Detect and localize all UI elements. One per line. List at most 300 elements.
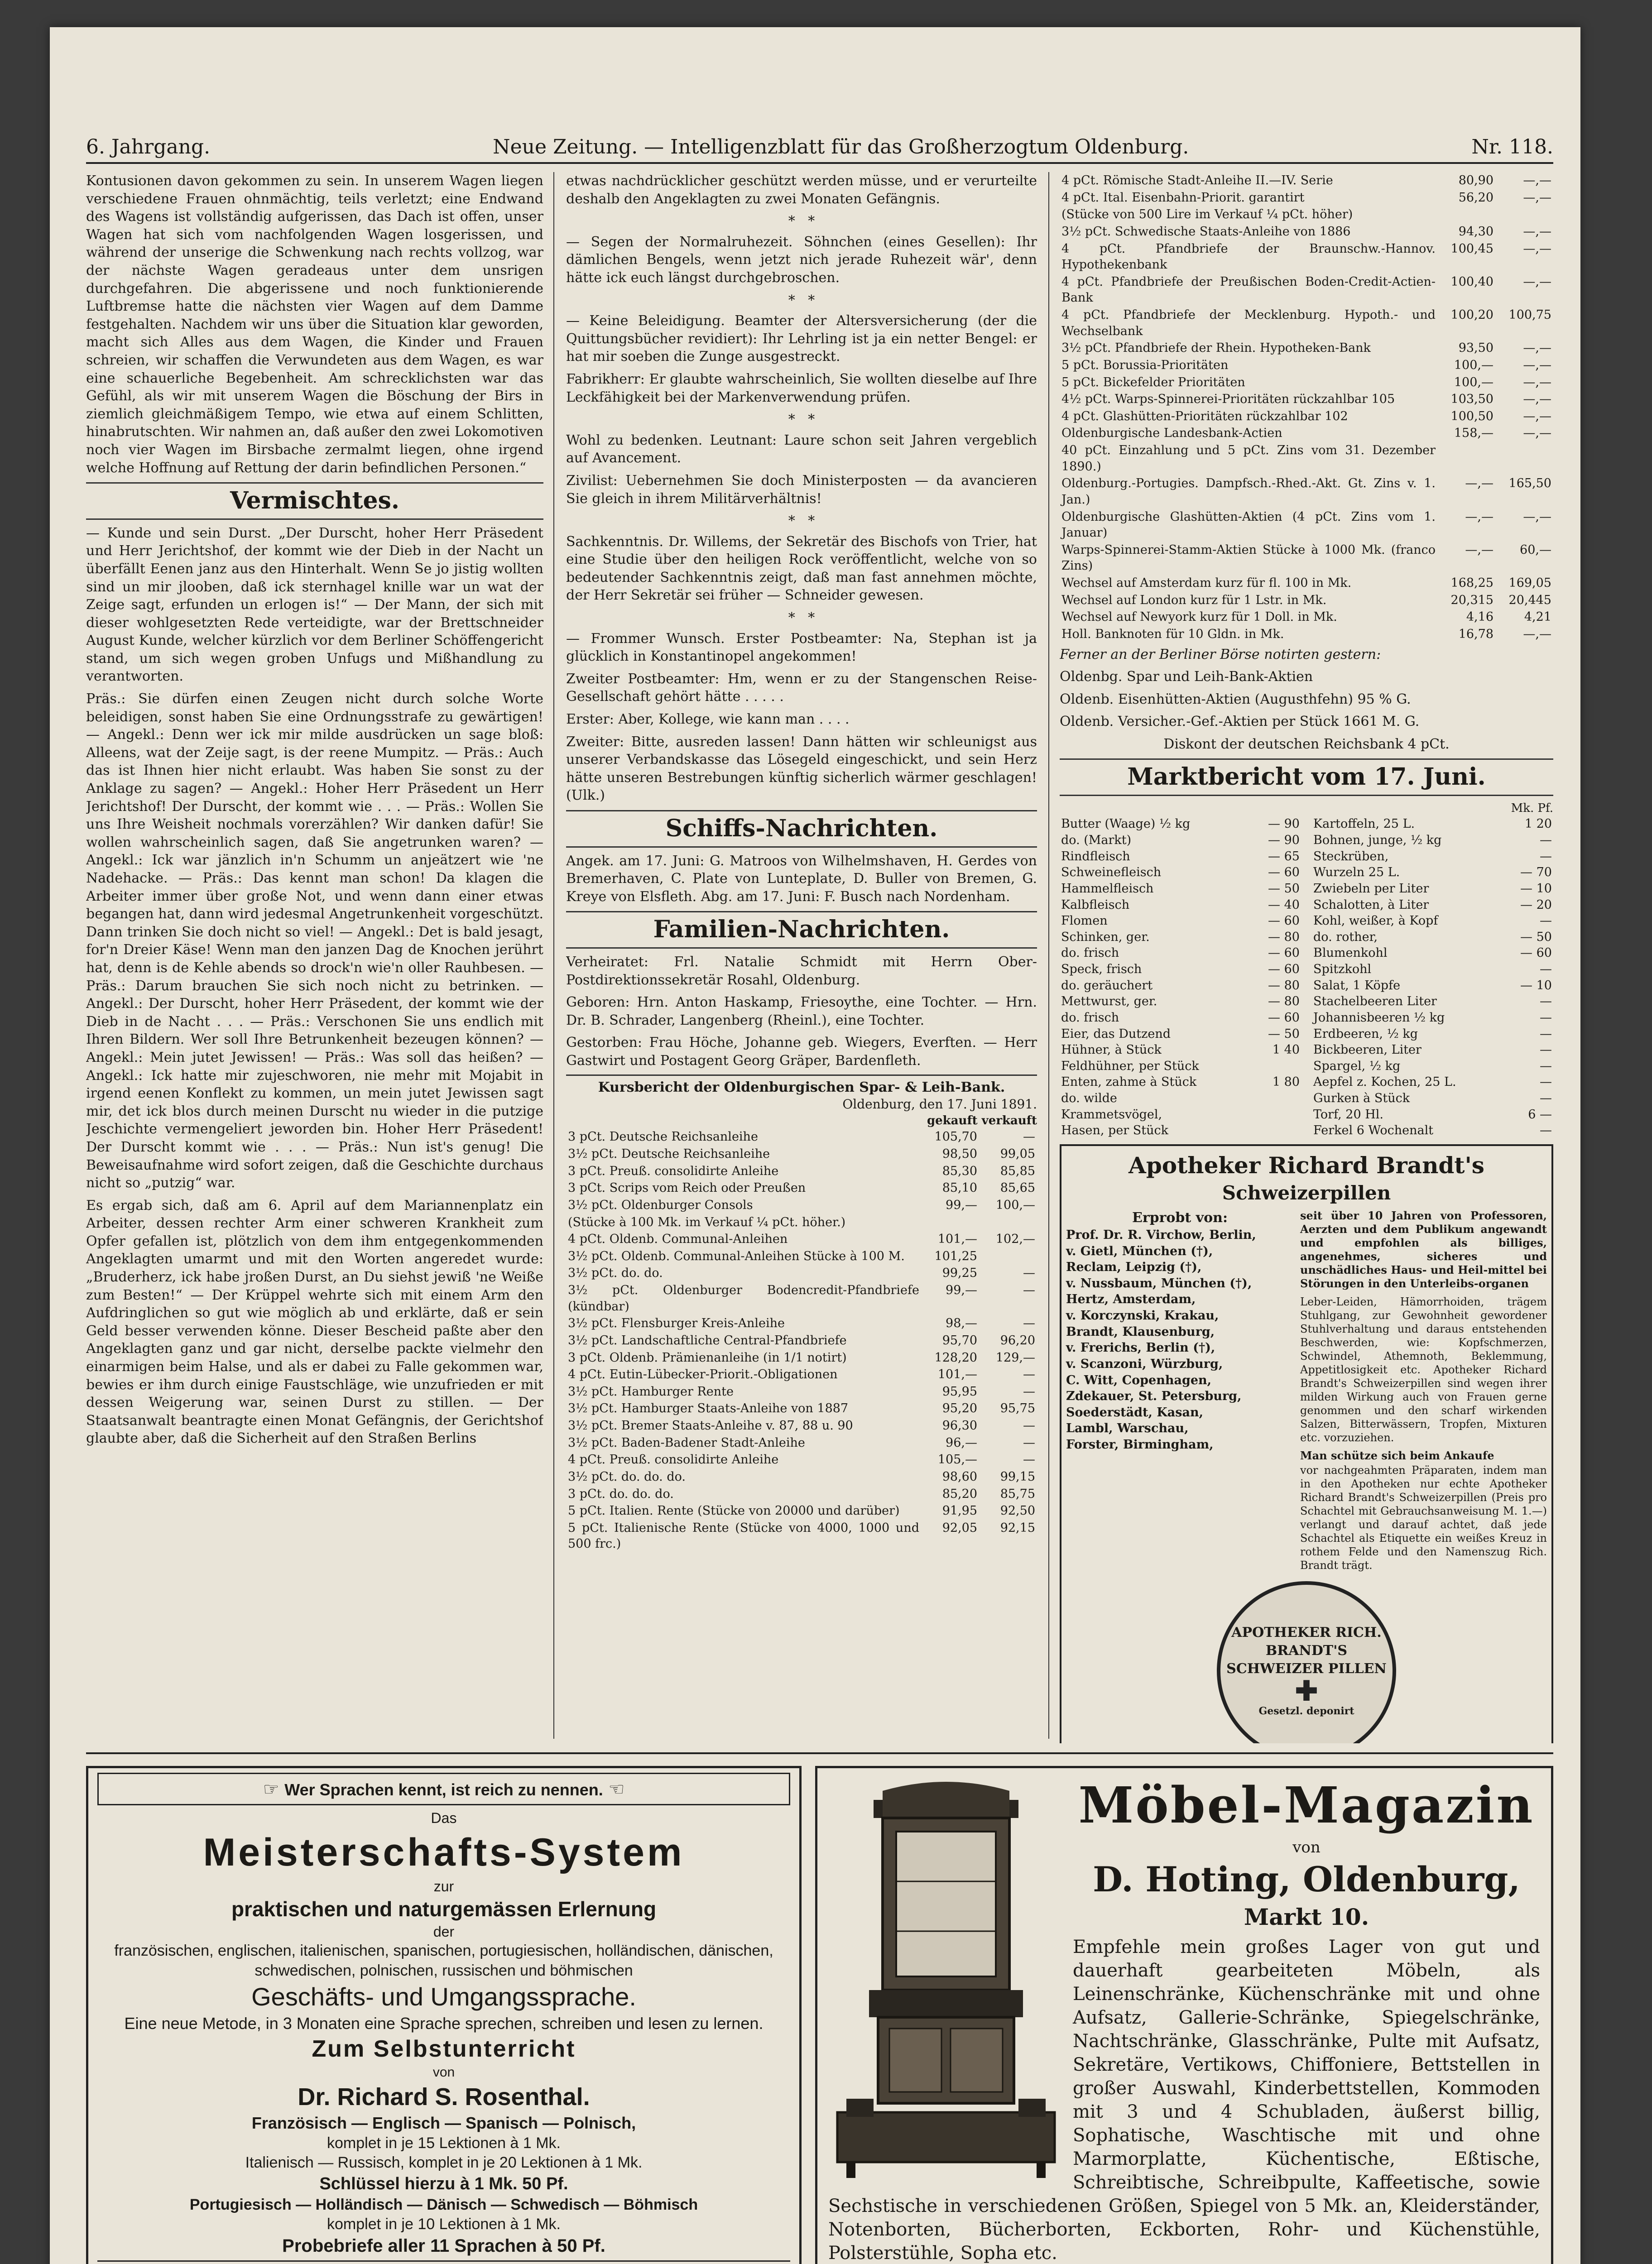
pill-ad-claim: seit über 10 Jahren von Professoren, Aerzten und dem Publikum angewandt und empfohlen als billiges, angenehmes, sicheres und unschädliches Haus- und Heil-mittel bei Störungen in den Unterleibs-organen xyxy=(1300,1209,1547,1290)
market-price: — 80 xyxy=(1268,994,1300,1009)
security-name: 5 pCt. Italien. Rente (Stücke von 20000 und darüber) xyxy=(568,1504,900,1518)
table-row xyxy=(1060,172,1553,189)
table-row xyxy=(566,1214,1037,1231)
security-name: 3½ pCt. Oldenb. Communal-Anleihen Stücke à 100 M. xyxy=(568,1249,905,1263)
market-price: — xyxy=(1540,1091,1552,1106)
sell-price: 169,05 xyxy=(1508,576,1551,590)
table-row xyxy=(1312,864,1553,881)
market-item: do. frisch xyxy=(1061,946,1119,960)
buy-price: 103,50 xyxy=(1450,392,1494,407)
sell-price: —,— xyxy=(1523,627,1551,641)
column-1 xyxy=(86,172,543,1743)
article-text: — Segen der Normalruhezeit. Söhnchen (eines Gesellen): Ihr dämlichen Bengels, wenn jetzt nich jerade Ruhezeit wär', denn hätte ick euch längst durchgebroschen. xyxy=(566,234,1037,286)
market-item: Salat, 1 Köpfe xyxy=(1313,978,1401,993)
market-price: — xyxy=(1540,994,1552,1009)
security-name: 5 pCt. Bickefelder Prioritäten xyxy=(1061,375,1245,389)
market-item: Spitzkohl xyxy=(1313,962,1372,977)
table-row xyxy=(1060,508,1553,542)
table-row xyxy=(1060,1058,1301,1074)
market-price: — 70 xyxy=(1520,865,1552,880)
buy-price: 98,— xyxy=(946,1316,977,1331)
table-row xyxy=(1060,374,1553,391)
buy-price: 100,40 xyxy=(1450,274,1494,289)
separator-icon: * * xyxy=(788,513,815,529)
security-name: 4 pCt. Pfandbriefe der Preußischen Boden-Credit-Actien-Bank xyxy=(1061,274,1436,305)
table-row xyxy=(1312,816,1553,832)
market-price: — 80 xyxy=(1268,978,1300,993)
list-item: v. Nussbaum, München (†), xyxy=(1066,1276,1252,1290)
sell-price: — xyxy=(1023,1367,1035,1382)
table-row xyxy=(1060,993,1301,1010)
table-row xyxy=(1060,223,1553,240)
market-item: Hammelfleisch xyxy=(1061,881,1154,896)
table-row xyxy=(1060,575,1553,592)
security-name: Oldenburg.-Portugies. Dampfsch.-Rhed.-Akt. Gt. Zins v. 1. Jan.) xyxy=(1061,476,1436,507)
market-price: — xyxy=(1540,1075,1552,1089)
seal-registration: Gesetzl. deponirt xyxy=(1258,1705,1354,1717)
table-row xyxy=(1060,1042,1301,1058)
pill-seal-logo xyxy=(1217,1581,1396,1743)
furniture-illustration xyxy=(828,1777,1064,2185)
security-name: 3 pCt. Preuß. consolidirte Anleihe xyxy=(568,1164,779,1178)
column-3 xyxy=(1060,172,1553,1743)
market-item: Torf, 20 Hl. xyxy=(1313,1107,1383,1122)
list-item: Brandt, Klausenburg, xyxy=(1066,1324,1215,1339)
pill-ad-warning-title: Man schütze sich beim Ankaufe xyxy=(1300,1449,1494,1463)
market-price: — 60 xyxy=(1268,946,1300,960)
article-text: Es ergab sich, daß am 6. April auf dem Mariannenplatz ein Arbeiter, dessen rechter Arm einer schweren Krankheit zum Opfer gefallen ist, plötzlich von dem ihm entgegenkommenden Angeklagten umarmt und mit den Worten angeredet wurde: „Bruderherz, ick habe jroßen Durst, an Du siehst jewiß 'ne Weiße zum Besten!“ — Der Krüppel wehrte sich mit einem Arm den Aufdringlichen so gut wie möglich ab und erklärte, daß er sein Geld besser verwenden könne. Dieser Bescheid paßte aber den Angeklagten ganz und gar nicht, derselbe packte vielmehr den einarmigen beim Halse, und als er dabei zu Falle gekommen war, bewies er ihm durch einige Faustschläge, wie unzufrieden er mit dessen Weigerung war, seinen Durst zu stillen. — Der Staatsanwalt beantragte einen Monat Gefängnis, der Gerichtshof glaubte aber, daß die Sicherheit auf den Straßen Berlins xyxy=(86,1197,543,1447)
sell-price: —,— xyxy=(1523,224,1551,239)
market-price xyxy=(1253,1058,1301,1074)
buy-price: 56,20 xyxy=(1458,190,1494,205)
security-name: (Stücke von 500 Lire im Verkauf ¼ pCt. höher) xyxy=(1061,207,1353,222)
sell-price: 99,15 xyxy=(1000,1469,1035,1484)
sell-price: — xyxy=(1023,1283,1035,1298)
security-name: 3½ pCt. Bremer Staats-Anleihe v. 87, 88 u. 90 xyxy=(568,1419,853,1433)
article-text: — Keine Beleidigung. Beamter der Altersversicherung (der die Quittungsbücher revidiert): Ihr Lehrling ist ja ein netter Bengel: er hat mir soeben die Zunge ausgestreckt. xyxy=(566,313,1037,365)
market-item: Hasen, per Stück xyxy=(1061,1123,1169,1138)
market-item: Flomen xyxy=(1061,914,1108,928)
table-row xyxy=(1060,1122,1301,1139)
ad-text: von xyxy=(1292,1838,1321,1856)
buy-price: 101,— xyxy=(937,1232,977,1247)
ad-price-line: komplet in je 10 Lektionen à 1 Mk. xyxy=(327,2216,561,2233)
market-item: Stachelbeeren Liter xyxy=(1313,994,1437,1009)
security-name: 4 pCt. Pfandbriefe der Mecklenburg. Hypoth.- und Wechselbank xyxy=(1061,308,1436,338)
list-item: v. Frerichs, Berlin (†), xyxy=(1066,1341,1215,1355)
table-row xyxy=(1060,1107,1301,1123)
sell-price xyxy=(1495,442,1553,475)
sell-price: 85,75 xyxy=(1000,1487,1035,1501)
buy-price: 99,— xyxy=(946,1283,977,1298)
ad-author: Dr. Richard S. Rosenthal. xyxy=(298,2083,590,2111)
pill-ad-title: Apotheker Richard Brandt's xyxy=(1129,1151,1484,1179)
market-item: Blumenkohl xyxy=(1313,946,1388,960)
list-item: v. Korczynski, Krakau, xyxy=(1066,1309,1219,1323)
security-name: 3½ pCt. Hamburger Rente xyxy=(568,1384,734,1399)
market-item: do. wilde xyxy=(1061,1091,1117,1106)
market-price xyxy=(1253,1122,1301,1139)
article-text: Zweiter: Bitte, ausreden lassen! Dann hätten wir schleunigst aus unserer Verbandskasse das Lösegeld eingeschickt, und sein Herz hätte unseren Bestrebungen künftig sicherlich wärmer geschlagen! (Ulk.) xyxy=(566,734,1037,804)
market-item: Kalbfleisch xyxy=(1061,897,1130,912)
table-row xyxy=(566,1163,1037,1180)
buy-price: 85,20 xyxy=(942,1487,977,1501)
stock-table xyxy=(566,1128,1037,1553)
sell-price: 99,05 xyxy=(1000,1147,1035,1161)
market-item: Erdbeeren, ½ kg xyxy=(1313,1026,1418,1041)
market-item: Aepfel z. Kochen, 25 L. xyxy=(1313,1075,1456,1089)
market-price: 1 40 xyxy=(1272,1043,1300,1057)
market-price: — 50 xyxy=(1520,930,1552,944)
market-item: Kartoffeln, 25 L. xyxy=(1313,817,1415,831)
issue-number: Nr. 118. xyxy=(1471,135,1553,158)
cross-icon: ✚ xyxy=(1295,1675,1318,1708)
newspaper-page xyxy=(50,27,1580,2264)
table-row xyxy=(1312,1042,1553,1058)
table-row xyxy=(1060,945,1301,961)
seal-text: APOTHEKER RICH. BRANDT'S SCHWEIZER PILLEN xyxy=(1226,1625,1387,1677)
sell-price: 165,50 xyxy=(1508,476,1551,491)
sell-price: 102,— xyxy=(995,1232,1035,1247)
sell-price: —,— xyxy=(1523,241,1551,256)
market-item: Eier, das Dutzend xyxy=(1061,1026,1171,1041)
table-row xyxy=(566,1180,1037,1197)
market-item: Bohnen, junge, ½ kg xyxy=(1313,833,1442,848)
security-name: 3½ pCt. Pfandbriefe der Rhein. Hypotheken-Bank xyxy=(1061,341,1371,355)
sell-price: 129,— xyxy=(995,1350,1035,1365)
market-price: — xyxy=(1540,1059,1552,1073)
market-price: 1 80 xyxy=(1272,1075,1300,1089)
table-row xyxy=(566,1417,1037,1434)
security-name: 3½ pCt. Hamburger Staats-Anleihe von 1887 xyxy=(568,1401,849,1416)
separator-icon: * * xyxy=(788,610,815,626)
market-price: — xyxy=(1540,1026,1552,1041)
article-text: Fabrikherr: Er glaubte wahrscheinlich, Sie wollten dieselbe auf Ihre Leckfähigkeit bei der Markenverwendung prüfen. xyxy=(566,371,1037,405)
stock-table-continued xyxy=(1060,172,1553,643)
table-row xyxy=(1312,881,1553,897)
table-row xyxy=(1312,1090,1553,1107)
security-name: 3½ pCt. Flensburger Kreis-Anleihe xyxy=(568,1316,785,1331)
sell-price: 4,21 xyxy=(1524,610,1551,624)
list-item: Forster, Birmingham, xyxy=(1066,1438,1214,1452)
security-name: 4 pCt. Eutin-Lübecker-Priorit.-Obligationen xyxy=(568,1367,838,1382)
ad-price-line: komplet in je 15 Lektionen à 1 Mk. xyxy=(327,2134,561,2152)
table-row xyxy=(566,1520,1037,1553)
table-row xyxy=(1060,816,1301,832)
market-price: — 20 xyxy=(1520,897,1552,912)
sell-price: — xyxy=(1023,1384,1035,1399)
stock-report xyxy=(566,1074,1037,1553)
market-item: Kohl, weißer, à Kopf xyxy=(1313,914,1438,928)
article-text: etwas nachdrücklicher geschützt werden müsse, und er verurteilte deshalb den Angeklagten zu zwei Monaten Gefängnis. xyxy=(566,173,1037,207)
sell-price: — xyxy=(1023,1453,1035,1467)
market-price: — xyxy=(1540,1043,1552,1057)
ad-text: von xyxy=(432,2065,455,2080)
table-row xyxy=(566,1231,1037,1248)
table-row xyxy=(1312,1122,1553,1139)
market-item: Ferkel 6 Wochenalt xyxy=(1313,1123,1434,1138)
market-item: Butter (Waage) ½ kg xyxy=(1061,817,1191,831)
table-row xyxy=(1060,609,1553,626)
table-row xyxy=(1312,832,1553,849)
security-name: 3½ pCt. do. do. do. xyxy=(568,1469,686,1484)
buy-price: 105,— xyxy=(937,1453,977,1467)
ad-text: Zum Selbstunterricht xyxy=(312,2035,576,2062)
buy-price: 100,45 xyxy=(1450,241,1494,256)
buy-price: 105,70 xyxy=(934,1130,977,1144)
berlin-exchange-line: Oldenb. Versicher.-Gef.-Aktien per Stück 1661 M. G. xyxy=(1060,714,1420,730)
market-price: — 10 xyxy=(1520,881,1552,896)
market-item: Wurzeln 25 L. xyxy=(1313,865,1400,880)
ad-text: der xyxy=(433,1923,455,1940)
article-text: Präs.: Sie dürfen einen Zeugen nicht durch solche Worte beleidigen, sonst haben Sie eine Ordnungsstrafe zu gewärtigen! — Angekl.: Denn wer ick mir milde ausdrücken un sage bloß: Alleens, wat der Zeije sagt, is der reene Mumpitz. — Präs.: Auch das ist Ihnen hier nicht erlaubt. Was haben Sie sonst zu der Anklage zu sagen? — Angekl.: Hoher Herr Präsedent un Herr Jerichtshof! Der Durscht, der kommt wie . . . — Präs.: Wollen Sie uns Ihre Weisheit nochmals vorerzählen? Wir danken dafür! Sie wollen wahrscheinlich sagen, daß Sie angetrunken waren? — Angekl.: Ick war jänzlich in'n Schumm un anjeätzert wie 'ne Nadehacke. — Präs.: Das kennt man schon! Da klagen die Arbeiter immer über große Not, und wenn dann einer etwas begangen hat, dann wird jedesmal Angetrunkenheit vorgeschützt. Dann trinken Sie doch nicht so viel! — Angekl.: Det is bald jesagt, for'n Dreier Käse! Wenn man den janzen Dag de Knochen jerührt hat, denn is de Kehle abends so drock'n wie'n oller Rauhbesen. — Präs.: Darum brauchen Sie sich noch nicht zu betrinken. — Angekl.: Der Durscht, hoher Herr Präsedent, der kommt wie der Dieb in de Nacht . . . — Präs.: Verschonen Sie uns endlich mit Ihren Bildern. Wer soll Ihre Betrunkenheit bezeugen können? — Angekl.: Mein jutet Jewissen! — Präs.: Was soll das heißen? — Angekl.: Ick hatte mir zujeschworen, nie mehr mit Mojabit in irgend eenen Konflekt zu kommen, un mein jutet Jewissen sagt mir, det ick blos durch meinen Durscht nu wieder in die putzige Jeschichte vermengeliert jeworden bin. Hoher Herr Präsedent! Der Durscht kommt wie . . . — Präs.: Nun ist's genug! Die Beweisaufnahme wird sofort zeigen, daß die Geschichte durchaus nicht so „putzig“ war. xyxy=(86,691,543,1191)
table-row xyxy=(566,1265,1037,1282)
table-row xyxy=(566,1197,1037,1214)
security-name: (Stücke à 100 Mk. im Verkauf ¼ pCt. höher.) xyxy=(568,1215,846,1229)
stock-report-date: Oldenburg, den 17. Juni 1891. xyxy=(842,1097,1037,1112)
buy-price: 94,30 xyxy=(1458,224,1494,239)
list-item: Soederstädt, Kasan, xyxy=(1066,1405,1203,1420)
family-news-married: Verheiratet: Frl. Natalie Schmidt mit Herrn Ober-Postdirektionssekretär Rosahl, Oldenburg. xyxy=(566,954,1037,988)
separator-icon: * * xyxy=(788,412,815,428)
market-item: do. rother, xyxy=(1313,930,1378,944)
security-name: 3½ pCt. Deutsche Reichsanleihe xyxy=(568,1147,770,1161)
table-row xyxy=(566,1502,1037,1520)
security-name: 3½ pCt. Baden-Badener Stadt-Anleihe xyxy=(568,1435,805,1450)
security-name: 5 pCt. Italienische Rente (Stücke von 4000, 1000 und 500 frc.) xyxy=(568,1521,919,1551)
table-row xyxy=(1060,206,1553,223)
list-item: v. Gietl, München (†), xyxy=(1066,1244,1213,1258)
sell-price xyxy=(979,1214,1037,1231)
market-item: Hühner, à Stück xyxy=(1061,1043,1162,1057)
security-name: 40 pCt. Einzahlung und 5 pCt. Zins vom 31. Dezember 1890.) xyxy=(1061,443,1436,474)
sell-price: — xyxy=(1023,1435,1035,1450)
article-text: — Kunde und sein Durst. „Der Durscht, hoher Herr Präsedent und Herr Jerichtshof, der kommt wie der Dieb in der Nacht un überfällt Eenen janz aus den Hinterhalt. Wenn Se jo jistig wollten sind un mir jlooben, daß ick sternhagel knille war un wat der Zeige sagt, erfunden un erlogen is!“ — Der Mann, der sich mit dieser wohlgesetzten Rede verteidigte, war der Brettschneider August Kunde, welcher kürzlich vor dem Berliner Schöffengericht stand, um sich wegen groben Unfugs und Mißhandlung zu verantworten. xyxy=(86,525,543,685)
article-text: Kontusionen davon gekommen zu sein. In unserem Wagen liegen verschiedene Frauen ohnmächtig, teils verletzt; eine Endwand des Wagens ist vollständig aufgerissen, das Dach ist offen, unser Wagen hat sich vom nachfolgenden Wagen losgerissen, und während der unserige die Schwenkung nach rechts vollzog, war der nächste Wagen geradeaus unter dem unsrigen durchgefahren. Die abgerissene und noch funktionierende Luftbremse hatte die nächsten vier Wagen auf dem Damme festgehalten. Nachdem wir uns über die Situation klar geworden, macht sich Alles aus dem Wagen, die Kinder und Frauen schreien, wir schaffen die Verwundeten aus dem Wagen, es war eine schauerliche Begebenheit. Am schrecklichsten war das Gefühl, als wir mit unserem Wagen die Böschung der Birs in ziemlich gleichmäßigem Tempo, wie etwa auf einem Schlitten, hinabrutschten. Wir nahmen an, daß außer den zwei Lokomotiven noch vier Wagen im Birsbache zermalmt liegen, ohne irgend welche Hoffnung auf Rettung der darin befindlichen Personen.“ xyxy=(86,173,543,476)
market-report-title: Marktbericht vom 17. Juni. xyxy=(1060,758,1553,796)
table-row xyxy=(1060,442,1553,475)
section-title-ship-news: Schiffs-Nachrichten. xyxy=(566,810,1037,848)
separator-icon: * * xyxy=(788,213,815,230)
market-price: — 80 xyxy=(1268,930,1300,944)
market-item: Schalotten, à Liter xyxy=(1313,897,1429,912)
article-text: — Frommer Wunsch. Erster Postbeamter: Na, Stephan ist ja glücklich in Konstantinopel angekommen! xyxy=(566,630,1037,665)
ad-title: Meisterschafts-System xyxy=(203,1831,685,1875)
table-row xyxy=(566,1349,1037,1367)
table-row xyxy=(1060,881,1301,897)
ad-price-line: Probebriefe aller 11 Sprachen à 50 Pf. xyxy=(282,2235,605,2256)
family-news-died: Gestorben: Frau Höche, Johanne geb. Wiegers, Everften. — Herr Gastwirt und Postagent Georg Gräper, Bardenfleth. xyxy=(566,1035,1037,1069)
buy-price: —,— xyxy=(1465,476,1494,491)
masthead: Neue Zeitung. — Intelligenzblatt für das Großherzogtum Oldenburg. xyxy=(493,135,1189,158)
table-row xyxy=(1060,978,1301,994)
table-row xyxy=(1060,849,1301,865)
buy-price: 100,50 xyxy=(1450,409,1494,423)
security-name: 4 pCt. Ital. Eisenbahn-Priorit. garantirt xyxy=(1061,190,1305,205)
table-row xyxy=(1312,1058,1553,1074)
security-name: 4 pCt. Glashütten-Prioritäten rückzahlbar 102 xyxy=(1061,409,1348,423)
buy-price: 4,16 xyxy=(1466,610,1494,624)
market-price: — xyxy=(1540,962,1552,977)
sell-price: 92,15 xyxy=(1000,1521,1035,1535)
table-row xyxy=(1060,408,1553,425)
market-price: — 50 xyxy=(1268,1026,1300,1041)
table-row xyxy=(1312,978,1553,994)
security-name: 3 pCt. do. do. do. xyxy=(568,1487,674,1501)
sell-price: 85,85 xyxy=(1000,1164,1035,1178)
table-row xyxy=(1060,1090,1301,1107)
sell-price: —,— xyxy=(1523,375,1551,389)
market-price: — 65 xyxy=(1268,849,1300,863)
security-name: 3½ pCt. Oldenburger Bodencredit-Pfandbriefe (kündbar) xyxy=(568,1283,919,1314)
ad-section-rule xyxy=(86,1752,1553,1754)
market-price: — xyxy=(1540,833,1552,848)
list-item: Lambl, Warschau, xyxy=(1066,1421,1189,1436)
buy-price: 100,20 xyxy=(1450,308,1494,322)
table-row xyxy=(1060,1010,1301,1026)
sell-price: —,— xyxy=(1523,274,1551,289)
market-item: do. geräuchert xyxy=(1061,978,1153,993)
table-row xyxy=(1060,307,1553,340)
ad-price-line: Portugiesisch — Holländisch — Dänisch — Schwedisch — Böhmisch xyxy=(189,2196,698,2213)
ad-price-line: Italienisch — Russisch, komplet in je 20 Lektionen à 1 Mk. xyxy=(245,2154,643,2172)
ad-text: zur xyxy=(433,1878,454,1895)
cabinet-icon xyxy=(833,1782,1059,2180)
buy-price: 128,20 xyxy=(934,1350,977,1365)
buy-price: 100,— xyxy=(1454,358,1494,372)
buy-price xyxy=(921,1214,979,1231)
security-name: 3½ pCt. Schwedische Staats-Anleihe von 1886 xyxy=(1061,224,1351,239)
table-row xyxy=(566,1146,1037,1163)
market-item: Mettwurst, ger. xyxy=(1061,994,1157,1009)
security-name: 4 pCt. Römische Stadt-Anleihe II.—IV. Serie xyxy=(1061,173,1333,187)
buy-price: 80,90 xyxy=(1458,173,1494,187)
buy-price: —,— xyxy=(1465,542,1494,557)
market-price: — 60 xyxy=(1268,914,1300,928)
market-item: do. (Markt) xyxy=(1061,833,1132,848)
sell-price: 60,— xyxy=(1520,542,1551,557)
market-item: Speck, frisch xyxy=(1061,962,1142,977)
column-2 xyxy=(566,172,1037,1743)
buy-price: 16,78 xyxy=(1458,627,1494,641)
table-row xyxy=(566,1332,1037,1349)
pill-ad-description: Leber-Leiden, Hämorrhoiden, trägem Stuhlgang, zur Gewohnheit gewordener Stuhlverhaltung und daraus entstehenden Beschwerden, wie: Kopfschmerzen, Schwindel, Athemnoth, Beklemmung, Appetitlosigkeit etc. Apotheker Richard Brandt's Schweizerpillen sind wegen ihrer milden Wirkung auch von Frauen gerne genommen und den scharf wirkenden Salzen, Bitterwässern, Tropfen, Mixturen etc. vorzuziehen. xyxy=(1300,1295,1547,1444)
table-row xyxy=(1312,849,1553,865)
table-row xyxy=(566,1468,1037,1486)
article-text: Zweiter Postbeamter: Hm, wenn er zu der Stangenschen Reise-Gesellschaft gehört hätte . . . . . xyxy=(566,671,1037,705)
market-item: Schinken, ger. xyxy=(1061,930,1150,944)
security-name: 5 pCt. Borussia-Prioritäten xyxy=(1061,358,1229,372)
sell-price: 20,445 xyxy=(1508,593,1551,607)
market-price: 6 — xyxy=(1528,1107,1552,1122)
security-name: Oldenburgische Glashütten-Aktien (4 pCt. Zins vom 1. Januar) xyxy=(1061,509,1436,540)
market-price: — 90 xyxy=(1268,833,1300,848)
pill-ad-warning: vor nachgeahmten Präparaten, indem man in den Apotheken nur echte Apotheker Richard Brandt's Schweizerpillen (Preis pro Schachtel mit Gebrauchsanweisung M. 1.—) verlangt und darauf achtet, daß jede Schachtel als Etiquette ein weißes Kreuz in rothem Felde und den Namenszug Rich. Brandt trägt. xyxy=(1300,1464,1547,1572)
list-item: C. Witt, Copenhagen, xyxy=(1066,1373,1212,1387)
table-row xyxy=(1060,391,1553,408)
security-name: 4 pCt. Pfandbriefe der Braunschw.-Hannov. Hypothekenbank xyxy=(1061,241,1436,272)
market-price: — 10 xyxy=(1520,978,1552,993)
sell-price: 92,50 xyxy=(1000,1504,1035,1518)
pointing-hand-icon: ☞ xyxy=(263,1780,279,1799)
discount-rate: Diskont der deutschen Reichsbank 4 pCt. xyxy=(1163,736,1450,752)
sell-price: — xyxy=(1023,1130,1035,1144)
buy-price xyxy=(1437,206,1495,223)
market-price: — 40 xyxy=(1268,897,1300,912)
market-price: — xyxy=(1540,914,1552,928)
table-row xyxy=(1060,1074,1301,1090)
sell-price xyxy=(1495,206,1553,223)
market-price: — 60 xyxy=(1268,962,1300,977)
sell-price: —,— xyxy=(1523,509,1551,524)
section-title-miscellany: Vermischtes. xyxy=(86,482,543,520)
article-text: Erster: Aber, Kollege, wie kann man . . . . xyxy=(566,711,850,728)
market-prices-right xyxy=(1312,816,1553,1139)
tested-by-label: Erprobt von: xyxy=(1132,1210,1228,1226)
table-row xyxy=(1060,864,1301,881)
market-price xyxy=(1253,1090,1301,1107)
sell-price: —,— xyxy=(1523,173,1551,187)
section-title-family-news: Familien-Nachrichten. xyxy=(566,911,1037,949)
pointing-hand-icon: ☜ xyxy=(608,1780,625,1799)
market-price: — 50 xyxy=(1268,881,1300,896)
sell-price: —,— xyxy=(1523,190,1551,205)
table-row xyxy=(1060,189,1553,206)
security-name: Wechsel auf London kurz für 1 Lstr. in Mk. xyxy=(1061,593,1327,607)
buy-price: 92,05 xyxy=(942,1521,977,1535)
column-rule xyxy=(553,172,554,1739)
table-row xyxy=(1312,1010,1553,1026)
column-rule xyxy=(1048,172,1049,1739)
list-item: Reclam, Leipzig (†), xyxy=(1066,1260,1202,1275)
sell-price: 100,— xyxy=(995,1198,1035,1212)
separator-icon: * * xyxy=(788,292,815,308)
buy-price: 96,— xyxy=(946,1435,977,1450)
table-row xyxy=(1312,993,1553,1010)
list-item: Prof. Dr. R. Virchow, Berlin, xyxy=(1066,1228,1256,1242)
buy-price: 158,— xyxy=(1454,426,1494,441)
doctor-list xyxy=(1066,1227,1294,1453)
stock-report-title: Kursbericht der Oldenburgischen Spar- & Leih-Bank. xyxy=(598,1079,1005,1095)
market-item: Gurken à Stück xyxy=(1313,1091,1410,1106)
sell-price xyxy=(979,1248,1037,1265)
market-price: 1 20 xyxy=(1524,817,1552,831)
ad-address: Markt 10. xyxy=(1244,1903,1369,1930)
furniture-store-ad xyxy=(815,1766,1553,2264)
market-item: do. frisch xyxy=(1061,1010,1119,1025)
buy-price: 85,10 xyxy=(942,1181,977,1195)
market-price: — 90 xyxy=(1268,817,1300,831)
ship-news-text: Angek. am 17. Juni: G. Matroos von Wilhelmshaven, H. Gerdes von Bremerhaven, C. Plate von Lunteplate, D. Buller von Bremen, G. Kreye von Elsfleth. Abg. am 17. Juni: F. Busch nach Nordenham. xyxy=(566,853,1037,905)
ad-price-line: Französisch — Englisch — Spanisch — Polnisch, xyxy=(251,2113,636,2132)
security-name: 4 pCt. Oldenb. Communal-Anleihen xyxy=(568,1232,788,1247)
buy-price: 99,25 xyxy=(942,1266,977,1281)
market-unit-header: Mk. Pf. xyxy=(1511,801,1553,815)
volume-label: 6. Jahrgang. xyxy=(86,135,211,158)
table-row xyxy=(1060,1026,1301,1042)
buy-price: 20,315 xyxy=(1450,593,1494,607)
market-price: — xyxy=(1540,1010,1552,1025)
table-row xyxy=(1312,961,1553,978)
buy-price: 96,30 xyxy=(942,1419,977,1433)
table-row xyxy=(1060,592,1553,609)
ad-banner: Wer Sprachen kennt, ist reich zu nennen. xyxy=(284,1780,603,1799)
sell-price: —,— xyxy=(1523,392,1551,407)
table-row xyxy=(1312,929,1553,945)
buy-price: 168,25 xyxy=(1450,576,1494,590)
page-header xyxy=(86,122,1553,164)
table-row xyxy=(1060,626,1553,643)
